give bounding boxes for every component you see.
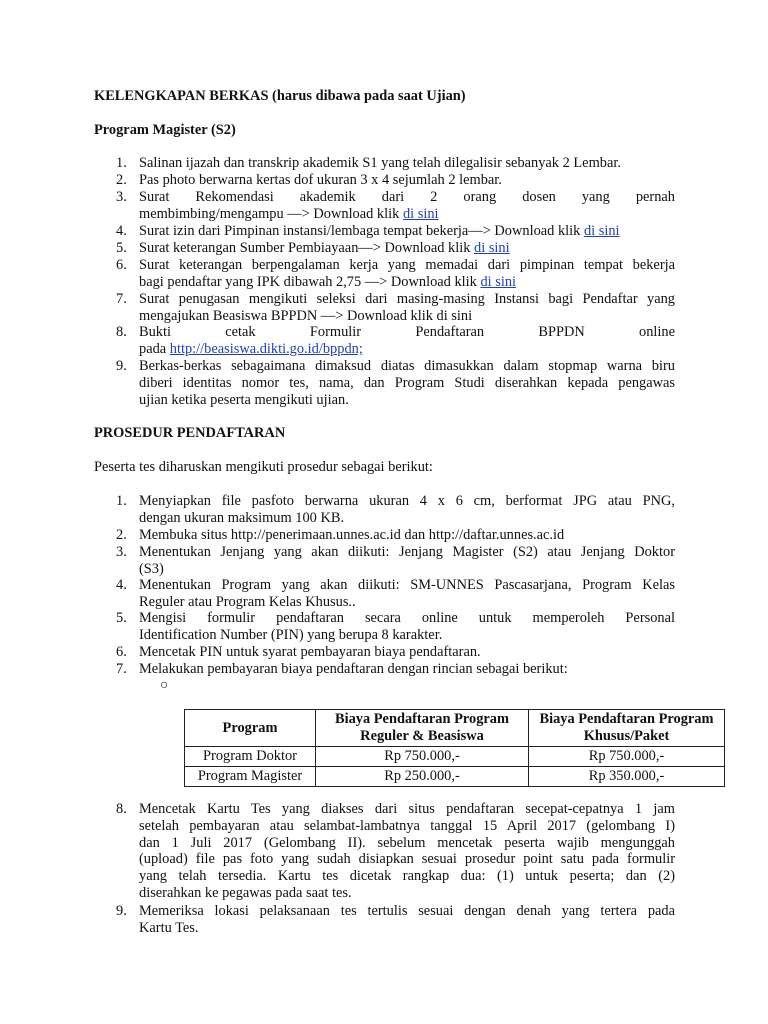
- item-text: bagi pendaftar yang IPK dibawah 2,75 —> Download klik: [139, 273, 481, 290]
- table-cell: Rp 350.000,-: [529, 767, 725, 787]
- item-text: Pas photo berwarna kertas dof ukuran 3 x 4 sejumlah 2 lembar.: [139, 172, 502, 188]
- item-text: Membuka situs http://penerimaan.unnes.ac.id dan http://daftar.unnes.ac.id: [139, 527, 565, 543]
- list-number: 3.: [116, 544, 127, 560]
- list-item: [139, 610, 675, 644]
- list-number: 7.: [116, 291, 127, 307]
- list-number: 1.: [116, 155, 127, 171]
- table-header-cell: Biaya Pendaftaran Program Reguler & Beasiswa: [316, 710, 529, 747]
- list-number: 8.: [116, 324, 127, 340]
- intro-text: Peserta tes diharuskan mengikuti prosedur sebagai berikut:: [94, 459, 433, 475]
- item-text: Melakukan pembayaran biaya pendaftaran dengan rincian sebagai berikut:: [139, 661, 568, 677]
- item-text: diserahkan ke pegawas pada saat tes.: [139, 884, 352, 901]
- item-text: Surat keterangan berpengalaman kerja yang memadai dari pimpinan tempat bekerja: [139, 257, 675, 273]
- list-item: [139, 903, 675, 937]
- list-number: 4.: [116, 577, 127, 593]
- list-item: [139, 544, 675, 578]
- table-cell: Program Doktor: [185, 747, 316, 767]
- list-number: 2.: [116, 527, 127, 543]
- list-item: [139, 324, 675, 358]
- item-text: dan 1 Juli 2017 (Gelombang II). sebelum mencetak peserta wajib mengunggah: [139, 834, 675, 851]
- item-text: Kartu Tes.: [139, 919, 199, 936]
- item-text: Mengisi formulir pendaftaran secara online untuk memperoleh Personal: [139, 610, 675, 626]
- item-text: mengajukan Beasiswa BPPDN —> Download klik di sini: [139, 307, 473, 324]
- item-text: Identification Number (PIN) yang berupa 8 karakter.: [139, 626, 443, 643]
- item-text: Mencetak Kartu Tes yang diakses dari situs pendaftaran secepat-cepatnya 1 jam: [139, 801, 675, 817]
- item-text: membimbing/mengampu —> Download klik: [139, 205, 403, 222]
- bppdn-link[interactable]: http://beasiswa.dikti.go.id/bppdn;: [169, 340, 363, 357]
- list-number: 7.: [116, 661, 127, 677]
- item-text: Surat keterangan Sumber Pembiayaan—> Download klik: [139, 240, 475, 256]
- sub-bullet: ○: [160, 678, 169, 693]
- item-text: Surat penugasan mengikuti seleksi dari masing-masing Instansi bagi Pendaftar yang: [139, 291, 675, 307]
- list-number: 8.: [116, 801, 127, 817]
- list-item: [139, 172, 675, 189]
- item-text: Memeriksa lokasi pelaksanaan tes tertulis sesuai dengan denah yang tertera pada: [139, 903, 675, 919]
- heading-kelengkapan-berkas: KELENGKAPAN BERKAS (harus dibawa pada saat Ujian): [94, 88, 466, 104]
- list-item: [139, 291, 675, 325]
- list-item: [139, 257, 675, 291]
- list-item: [139, 527, 675, 544]
- download-link[interactable]: di sini: [480, 273, 517, 290]
- list-item: [139, 240, 675, 257]
- item-text: ujian ketika peserta mengikuti ujian.: [139, 391, 349, 408]
- list-number: 6.: [116, 257, 127, 273]
- list-item: [139, 493, 675, 527]
- item-text: Mencetak PIN untuk syarat pembayaran biaya pendaftaran.: [139, 644, 481, 660]
- item-text: pada: [139, 340, 170, 357]
- item-text: diberi identitas nomor tes, nama, dan Program Studi diserahkan kepada pengawas: [139, 374, 675, 391]
- table-header-cell: Program: [185, 710, 316, 747]
- list-item: [139, 577, 675, 611]
- list-number: 4.: [116, 223, 127, 239]
- item-text: (S3): [139, 560, 164, 577]
- item-text: Reguler atau Program Kelas Khusus..: [139, 593, 356, 610]
- table-cell: Rp 750.000,-: [529, 747, 725, 767]
- table-cell: Rp 250.000,-: [316, 767, 529, 787]
- item-text: Menentukan Jenjang yang akan diikuti: Jenjang Magister (S2) atau Jenjang Doktor: [139, 544, 675, 560]
- download-link[interactable]: di sini: [474, 240, 510, 256]
- list-item: [139, 223, 675, 240]
- item-text: yang telah tersedia. Kartu tes dicetak rangkap dua: (1) untuk peserta; dan (2): [139, 868, 675, 885]
- table-row: [185, 747, 725, 767]
- list-item: [139, 358, 675, 408]
- heading-prosedur-pendaftaran: PROSEDUR PENDAFTARAN: [94, 425, 286, 441]
- fee-table: [184, 709, 725, 787]
- item-text: Menentukan Program yang akan diikuti: SM-UNNES Pascasarjana, Program Kelas: [139, 577, 675, 593]
- download-link[interactable]: di sini: [402, 205, 439, 222]
- list-number: 9.: [116, 903, 127, 919]
- list-number: 6.: [116, 644, 127, 660]
- item-text: setelah pembayaran atau selambat-lambatnya tanggal 15 April 2017 (gelombang I): [139, 817, 675, 834]
- list-number: 3.: [116, 189, 127, 205]
- item-text: Bukti cetak Formulir Pendaftaran BPPDN online: [139, 324, 675, 340]
- list-item: [139, 661, 675, 678]
- list-item: [139, 189, 675, 223]
- item-text: Berkas-berkas sebagaimana dimaksud diatas dimasukkan dalam stopmap warna biru: [139, 358, 675, 374]
- list-number: 5.: [116, 240, 127, 256]
- table-cell: Program Magister: [185, 767, 316, 787]
- table-row: [185, 767, 725, 787]
- item-text: Surat izin dari Pimpinan instansi/lembaga tempat bekerja—> Download klik: [139, 223, 584, 239]
- item-text: Menyiapkan file pasfoto berwarna ukuran 4 x 6 cm, berformat JPG atau PNG,: [139, 493, 675, 509]
- heading-program-magister: Program Magister (S2): [94, 122, 236, 138]
- list-number: 2.: [116, 172, 127, 188]
- list-item: [139, 155, 675, 172]
- item-text: Surat Rekomendasi akademik dari 2 orang dosen yang pernah: [139, 189, 675, 205]
- table-header-cell: Biaya Pendaftaran Program Khusus/Paket: [529, 710, 725, 747]
- list-item: [139, 644, 675, 661]
- list-item: [139, 801, 675, 902]
- list-number: 1.: [116, 493, 127, 509]
- download-link[interactable]: di sini: [583, 223, 620, 239]
- item-text: (upload) file pas foto yang sudah disiapkan sesuai prosedur point satu pada formulir: [139, 851, 675, 868]
- table-cell: Rp 750.000,-: [316, 747, 529, 767]
- table-header-row: [185, 710, 725, 747]
- list-number: 9.: [116, 358, 127, 374]
- item-text: Salinan ijazah dan transkrip akademik S1 yang telah dilegalisir sebanyak 2 Lembar.: [139, 155, 621, 171]
- item-text: dengan ukuran maksimum 100 KB.: [139, 509, 345, 526]
- list-number: 5.: [116, 610, 127, 626]
